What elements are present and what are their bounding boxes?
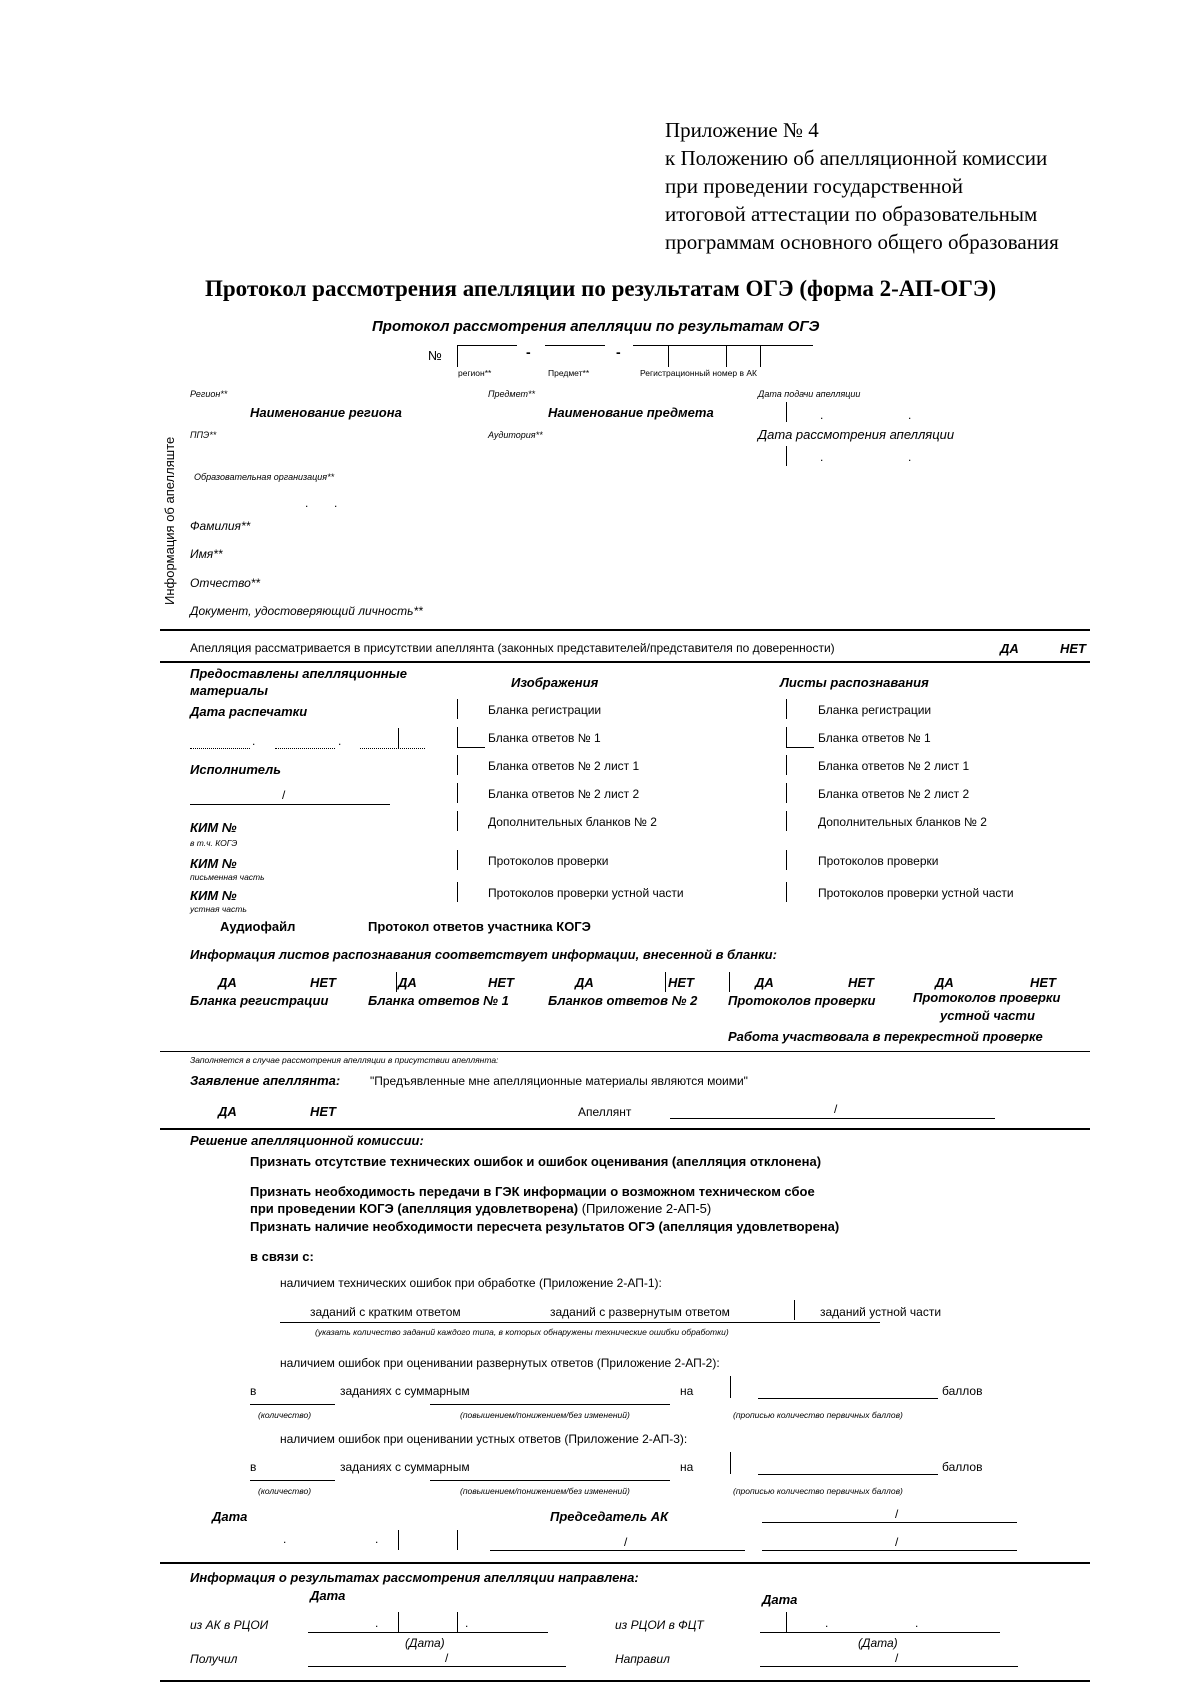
document-label: Документ, удостоверяющий личность** (190, 604, 423, 618)
print-date-dot-1: . (252, 734, 256, 748)
oral-errors-label[interactable]: наличием ошибок при оценивании устных ответов (Приложение 2-АП-3): (280, 1432, 688, 1446)
chair-sign-line-1[interactable] (762, 1522, 1017, 1523)
sheet-item: Бланка регистрации (818, 703, 932, 717)
image-item: Бланка регистрации (488, 703, 602, 717)
eval-change-line[interactable] (430, 1404, 670, 1405)
oral-tasks-divider (794, 1300, 795, 1320)
images-checkbox-2[interactable] (457, 727, 458, 747)
cross-check-label: Работа участвовала в перекрестной проверке (728, 1029, 1043, 1044)
sheets-checkbox-2[interactable] (786, 727, 787, 747)
print-date-day-line (190, 748, 250, 749)
print-date-month-line (275, 748, 335, 749)
eval-tasks-total: заданиях с суммарным (340, 1384, 470, 1398)
sheet-item: Бланка ответов № 1 (818, 731, 931, 745)
chair-label: Председатель АК (550, 1509, 669, 1524)
correspondence-heading: Информация листов распознавания соответствует информации, внесенной в бланки: (190, 947, 777, 962)
corr-no-5[interactable]: НЕТ (1030, 975, 1056, 990)
statement-text: "Предъявленные мне апелляционные материалы являются моими" (370, 1074, 748, 1088)
sheet-item: Бланка ответов № 2 лист 1 (818, 759, 970, 773)
statement-note: Заполняется в случае рассмотрения апелляции в присутствии апеллянта: (190, 1055, 499, 1065)
eval-in: в (250, 1384, 257, 1398)
print-date-year-line (360, 748, 425, 749)
name-label: Имя** (190, 547, 223, 561)
from-ak-dot-2: . (465, 1616, 469, 1630)
eval-qty-note: (количество) (258, 1410, 312, 1420)
number-regnum-hint: Регистрационный номер в АК (640, 368, 757, 378)
print-date-label: Дата распечатки (190, 704, 308, 719)
oral-divider (730, 1452, 731, 1474)
org-label: Образовательная организация** (194, 472, 335, 482)
decision-opt-3[interactable]: Признать наличие необходимости пересчета результатов ОГЭ (апелляция удовлетворена) (250, 1219, 840, 1234)
oral-change-note: (повышением/понижением/без изменений) (460, 1486, 630, 1496)
kim3-sub: устная часть (190, 904, 247, 914)
commission-sign-line[interactable] (490, 1550, 745, 1551)
chair-slash-2: / (895, 1535, 899, 1549)
corr-yes-5[interactable]: ДА (935, 975, 954, 990)
corr-yes-1[interactable]: ДА (218, 975, 237, 990)
regnum-divider-2 (726, 345, 727, 367)
images-checkbox-4[interactable] (457, 783, 458, 803)
sheet-item: Дополнительных бланков № 2 (818, 815, 987, 829)
from-ak-label: из АК в РЦОИ (190, 1618, 269, 1632)
corr-no-2[interactable]: НЕТ (488, 975, 514, 990)
appendix-line-2: к Положению об апелляционной комиссии (665, 146, 1048, 170)
received-label: Получил (190, 1652, 238, 1666)
image-item: Бланка ответов № 2 лист 1 (488, 759, 640, 773)
eval-on: на (680, 1384, 694, 1398)
auditorium-label: Аудитория** (488, 430, 543, 440)
presence-text: Апелляция рассматривается в присутствии апеллянта (законных представителей/представителя по доверенности) (190, 641, 835, 655)
statement-label: Заявление апеллянта: (190, 1073, 341, 1088)
oral-tasks-label: заданий устной части (820, 1305, 942, 1319)
corr-divider-1 (396, 972, 397, 992)
from-ak-date-line[interactable] (308, 1632, 548, 1633)
eval-points-line[interactable] (758, 1398, 938, 1399)
number-regnum-line (633, 345, 813, 346)
date-submit-dot-2: . (908, 408, 912, 422)
section-divider-4 (160, 1128, 1090, 1130)
images-checkbox-6[interactable] (457, 850, 458, 870)
received-sign-line[interactable] (308, 1666, 566, 1667)
image-item: Бланка ответов № 1 (488, 731, 601, 745)
section-divider-1 (160, 629, 1090, 631)
eval-words-note: (прописью количество первичных баллов) (733, 1410, 903, 1420)
oral-in: в (250, 1460, 257, 1474)
regnum-divider-1 (668, 345, 669, 367)
corr-col-2: Бланка ответов № 1 (368, 993, 509, 1008)
region-value: Наименование региона (250, 405, 402, 420)
print-date-dot-2: . (338, 734, 342, 748)
oral-points: баллов (942, 1460, 983, 1474)
date-review-label: Дата рассмотрения апелляции (758, 427, 955, 442)
number-subject-hint: Предмет** (548, 368, 590, 378)
eval-change-note: (повышением/понижением/без изменений) (460, 1410, 630, 1420)
sheets-checkbox-5[interactable] (786, 811, 787, 831)
kim1-sub: в т.ч. КОГЭ (190, 838, 238, 848)
sheets-checkbox-3[interactable] (786, 755, 787, 775)
materials-heading-2: материалы (190, 683, 268, 698)
decision-date-divider-2 (457, 1530, 458, 1550)
corr-no-4[interactable]: НЕТ (848, 975, 874, 990)
applicant-sign-slash: / (834, 1102, 838, 1116)
decision-date-divider-1 (398, 1530, 399, 1550)
number-dash-1: - (526, 344, 531, 360)
eval-errors-label[interactable]: наличием ошибок при оценивании развернутых ответов (Приложение 2-АП-2): (280, 1356, 720, 1370)
sent-heading: Информация о результатах рассмотрения апелляции направлена: (190, 1570, 639, 1585)
section-divider-2 (160, 661, 1090, 663)
sent-by-sign-line[interactable] (760, 1666, 1018, 1667)
corr-divider-3 (729, 972, 730, 992)
short-tasks-label: заданий с кратким ответом (310, 1305, 461, 1319)
number-region-hint: регион** (458, 368, 492, 378)
corr-divider-2 (665, 972, 666, 992)
ppe-label: ППЭ** (190, 430, 217, 440)
image-item: Протоколов проверки (488, 854, 609, 868)
presence-no[interactable]: НЕТ (1060, 641, 1086, 656)
oral-change-line[interactable] (430, 1480, 670, 1481)
corr-yes-4[interactable]: ДА (755, 975, 774, 990)
number-dash-2: - (616, 344, 621, 360)
org-dot-1: . (305, 496, 309, 510)
sheets-checkbox-7[interactable] (786, 882, 787, 902)
date-review-dot-2: . (908, 450, 912, 464)
images-heading: Изображения (511, 675, 599, 690)
decision-date-dot-2: . (375, 1532, 379, 1546)
kim2-sub: письменная часть (190, 872, 265, 882)
sheets-checkbox-1[interactable] (786, 699, 787, 719)
surname-label: Фамилия** (190, 519, 251, 533)
decision-due-to: в связи с: (250, 1249, 314, 1264)
form-title: Протокол рассмотрения апелляции по результатам ОГЭ (372, 318, 820, 335)
oral-tasks-total: заданиях с суммарным (340, 1460, 470, 1474)
koge-label: Протокол ответов участника КОГЭ (368, 919, 591, 934)
section-divider-3 (160, 1051, 1090, 1052)
extended-tasks-label: заданий с развернутым ответом (550, 1305, 730, 1319)
from-ak-divider-1 (398, 1612, 399, 1632)
subject-label: Предмет** (488, 389, 535, 399)
appendix-line-5: программам основного общего образования (665, 230, 1059, 254)
decision-heading: Решение апелляционной комиссии: (190, 1133, 424, 1148)
subject-value: Наименование предмета (548, 405, 714, 420)
main-title: Протокол рассмотрения апелляции по результатам ОГЭ (форма 2-АП-ОГЭ) (205, 276, 997, 301)
tech-note: (указать количество заданий каждого типа, в которых обнаружены технические ошибки обработки) (315, 1327, 729, 1337)
sheets-underline-2 (786, 747, 814, 748)
sheet-item: Бланка ответов № 2 лист 2 (818, 787, 970, 801)
tech-errors-label[interactable]: наличием технических ошибок при обработке (Приложение 2-АП-1): (280, 1276, 662, 1290)
from-ak-date-hint: (Дата) (405, 1636, 445, 1650)
oral-on: на (680, 1460, 694, 1474)
oral-qty-note: (количество) (258, 1486, 312, 1496)
statement-no[interactable]: НЕТ (310, 1104, 336, 1119)
corr-col-1: Бланка регистрации (190, 993, 329, 1008)
sent-by-slash: / (895, 1651, 899, 1665)
from-rcoi-date-line[interactable] (760, 1632, 1000, 1633)
decision-date-label: Дата (212, 1509, 248, 1524)
corr-no-3[interactable]: НЕТ (668, 975, 694, 990)
image-item: Дополнительных бланков № 2 (488, 815, 657, 829)
decision-opt-2-suffix: (Приложение 2-АП-5) (581, 1201, 712, 1216)
applicant-sign-line[interactable] (670, 1118, 995, 1119)
from-rcoi-date-hint: (Дата) (858, 1636, 898, 1650)
tech-errors-line[interactable] (280, 1322, 880, 1323)
decision-opt-1[interactable]: Признать отсутствие технических ошибок и ошибок оценивания (апелляция отклонена) (250, 1154, 822, 1169)
presence-yes[interactable]: ДА (1000, 641, 1019, 656)
corr-yes-3[interactable]: ДА (575, 975, 594, 990)
corr-col-5-line-2: устной части (940, 1008, 1035, 1023)
number-prefix: № (428, 348, 442, 363)
sent-by-label: Направил (615, 1652, 670, 1666)
corr-no-1[interactable]: НЕТ (310, 975, 336, 990)
images-checkbox-5[interactable] (457, 811, 458, 831)
executor-label: Исполнитель (190, 762, 281, 777)
sheet-item: Протоколов проверки устной части (818, 886, 1014, 900)
kim2-label: КИМ № (190, 856, 237, 871)
appendix-line-3: при проведении государственной (665, 174, 963, 198)
sheets-checkbox-4[interactable] (786, 783, 787, 803)
decision-opt-2-line-1[interactable]: Признать необходимость передачи в ГЭК информации о возможном техническом сбое (250, 1184, 815, 1199)
sheets-heading: Листы распознавания (780, 675, 929, 690)
number-divider (457, 345, 458, 367)
date-review-divider (786, 446, 787, 466)
statement-yes[interactable]: ДА (218, 1104, 237, 1119)
corr-yes-2[interactable]: ДА (398, 975, 417, 990)
executor-slash: / (282, 788, 286, 802)
chair-slash-1: / (895, 1507, 899, 1521)
number-subject-line (545, 345, 605, 346)
regnum-divider-3 (760, 345, 761, 367)
kim1-label: КИМ № (190, 820, 237, 835)
images-checkbox-7[interactable] (457, 882, 458, 902)
eval-qty-line[interactable] (250, 1404, 335, 1405)
date-submit-divider (786, 402, 787, 422)
date-submit-dot-1: . (820, 408, 824, 422)
executor-line (190, 804, 390, 805)
decision-opt-2-main: при проведении КОГЭ (апелляция удовлетворена) (250, 1201, 579, 1216)
number-region-line (457, 345, 517, 346)
commission-slash: / (624, 1535, 628, 1549)
corr-col-5-line-1: Протоколов проверки (913, 990, 1061, 1005)
org-dot-2: . (334, 496, 338, 510)
image-item: Бланка ответов № 2 лист 2 (488, 787, 640, 801)
applicant-side-label: Информация об апелляште (162, 436, 177, 605)
images-checkbox-3[interactable] (457, 755, 458, 775)
from-rcoi-dot-1: . (825, 1616, 829, 1630)
appendix-line-1: Приложение № 4 (665, 118, 819, 142)
sheet-item: Протоколов проверки (818, 854, 939, 868)
print-date-divider (398, 728, 399, 748)
date-review-dot-1: . (820, 450, 824, 464)
audio-label: Аудиофайл (220, 919, 296, 934)
decision-opt-2-line-2[interactable] (250, 1201, 711, 1216)
kim3-label: КИМ № (190, 888, 237, 903)
image-item: Протоколов проверки устной части (488, 886, 684, 900)
oral-points-line[interactable] (758, 1474, 938, 1475)
patronymic-label: Отчество** (190, 576, 261, 590)
from-rcoi-label: из РЦОИ в ФЦТ (615, 1618, 704, 1632)
decision-date-dot-1: . (283, 1532, 287, 1546)
corr-col-4: Протоколов проверки (728, 993, 876, 1008)
sheets-checkbox-6[interactable] (786, 850, 787, 870)
region-label: Регион** (190, 389, 228, 399)
appendix-line-4: итоговой аттестации по образовательным (665, 202, 1038, 226)
from-rcoi-dot-2: . (915, 1616, 919, 1630)
images-underline-2 (457, 747, 485, 748)
received-slash: / (445, 1651, 449, 1665)
eval-points: баллов (942, 1384, 983, 1398)
oral-qty-line[interactable] (250, 1480, 335, 1481)
applicant-sign-label: Апеллянт (578, 1105, 632, 1119)
date-submit-label: Дата подачи апелляции (758, 389, 861, 399)
eval-divider (730, 1376, 731, 1398)
from-rcoi-divider (786, 1612, 787, 1632)
chair-sign-line-2[interactable] (762, 1550, 1017, 1551)
materials-heading-1: Предоставлены апелляционные (190, 666, 407, 681)
corr-col-3: Бланков ответов № 2 (548, 993, 698, 1008)
images-checkbox-1[interactable] (457, 699, 458, 719)
sent-date-label-1: Дата (310, 1588, 346, 1603)
section-divider-5 (160, 1562, 1090, 1564)
sent-date-label-2: Дата (762, 1592, 798, 1607)
oral-words-note: (прописью количество первичных баллов) (733, 1486, 903, 1496)
from-ak-divider-2 (457, 1612, 458, 1632)
section-divider-6 (160, 1680, 1090, 1682)
from-ak-dot-1: . (375, 1616, 379, 1630)
